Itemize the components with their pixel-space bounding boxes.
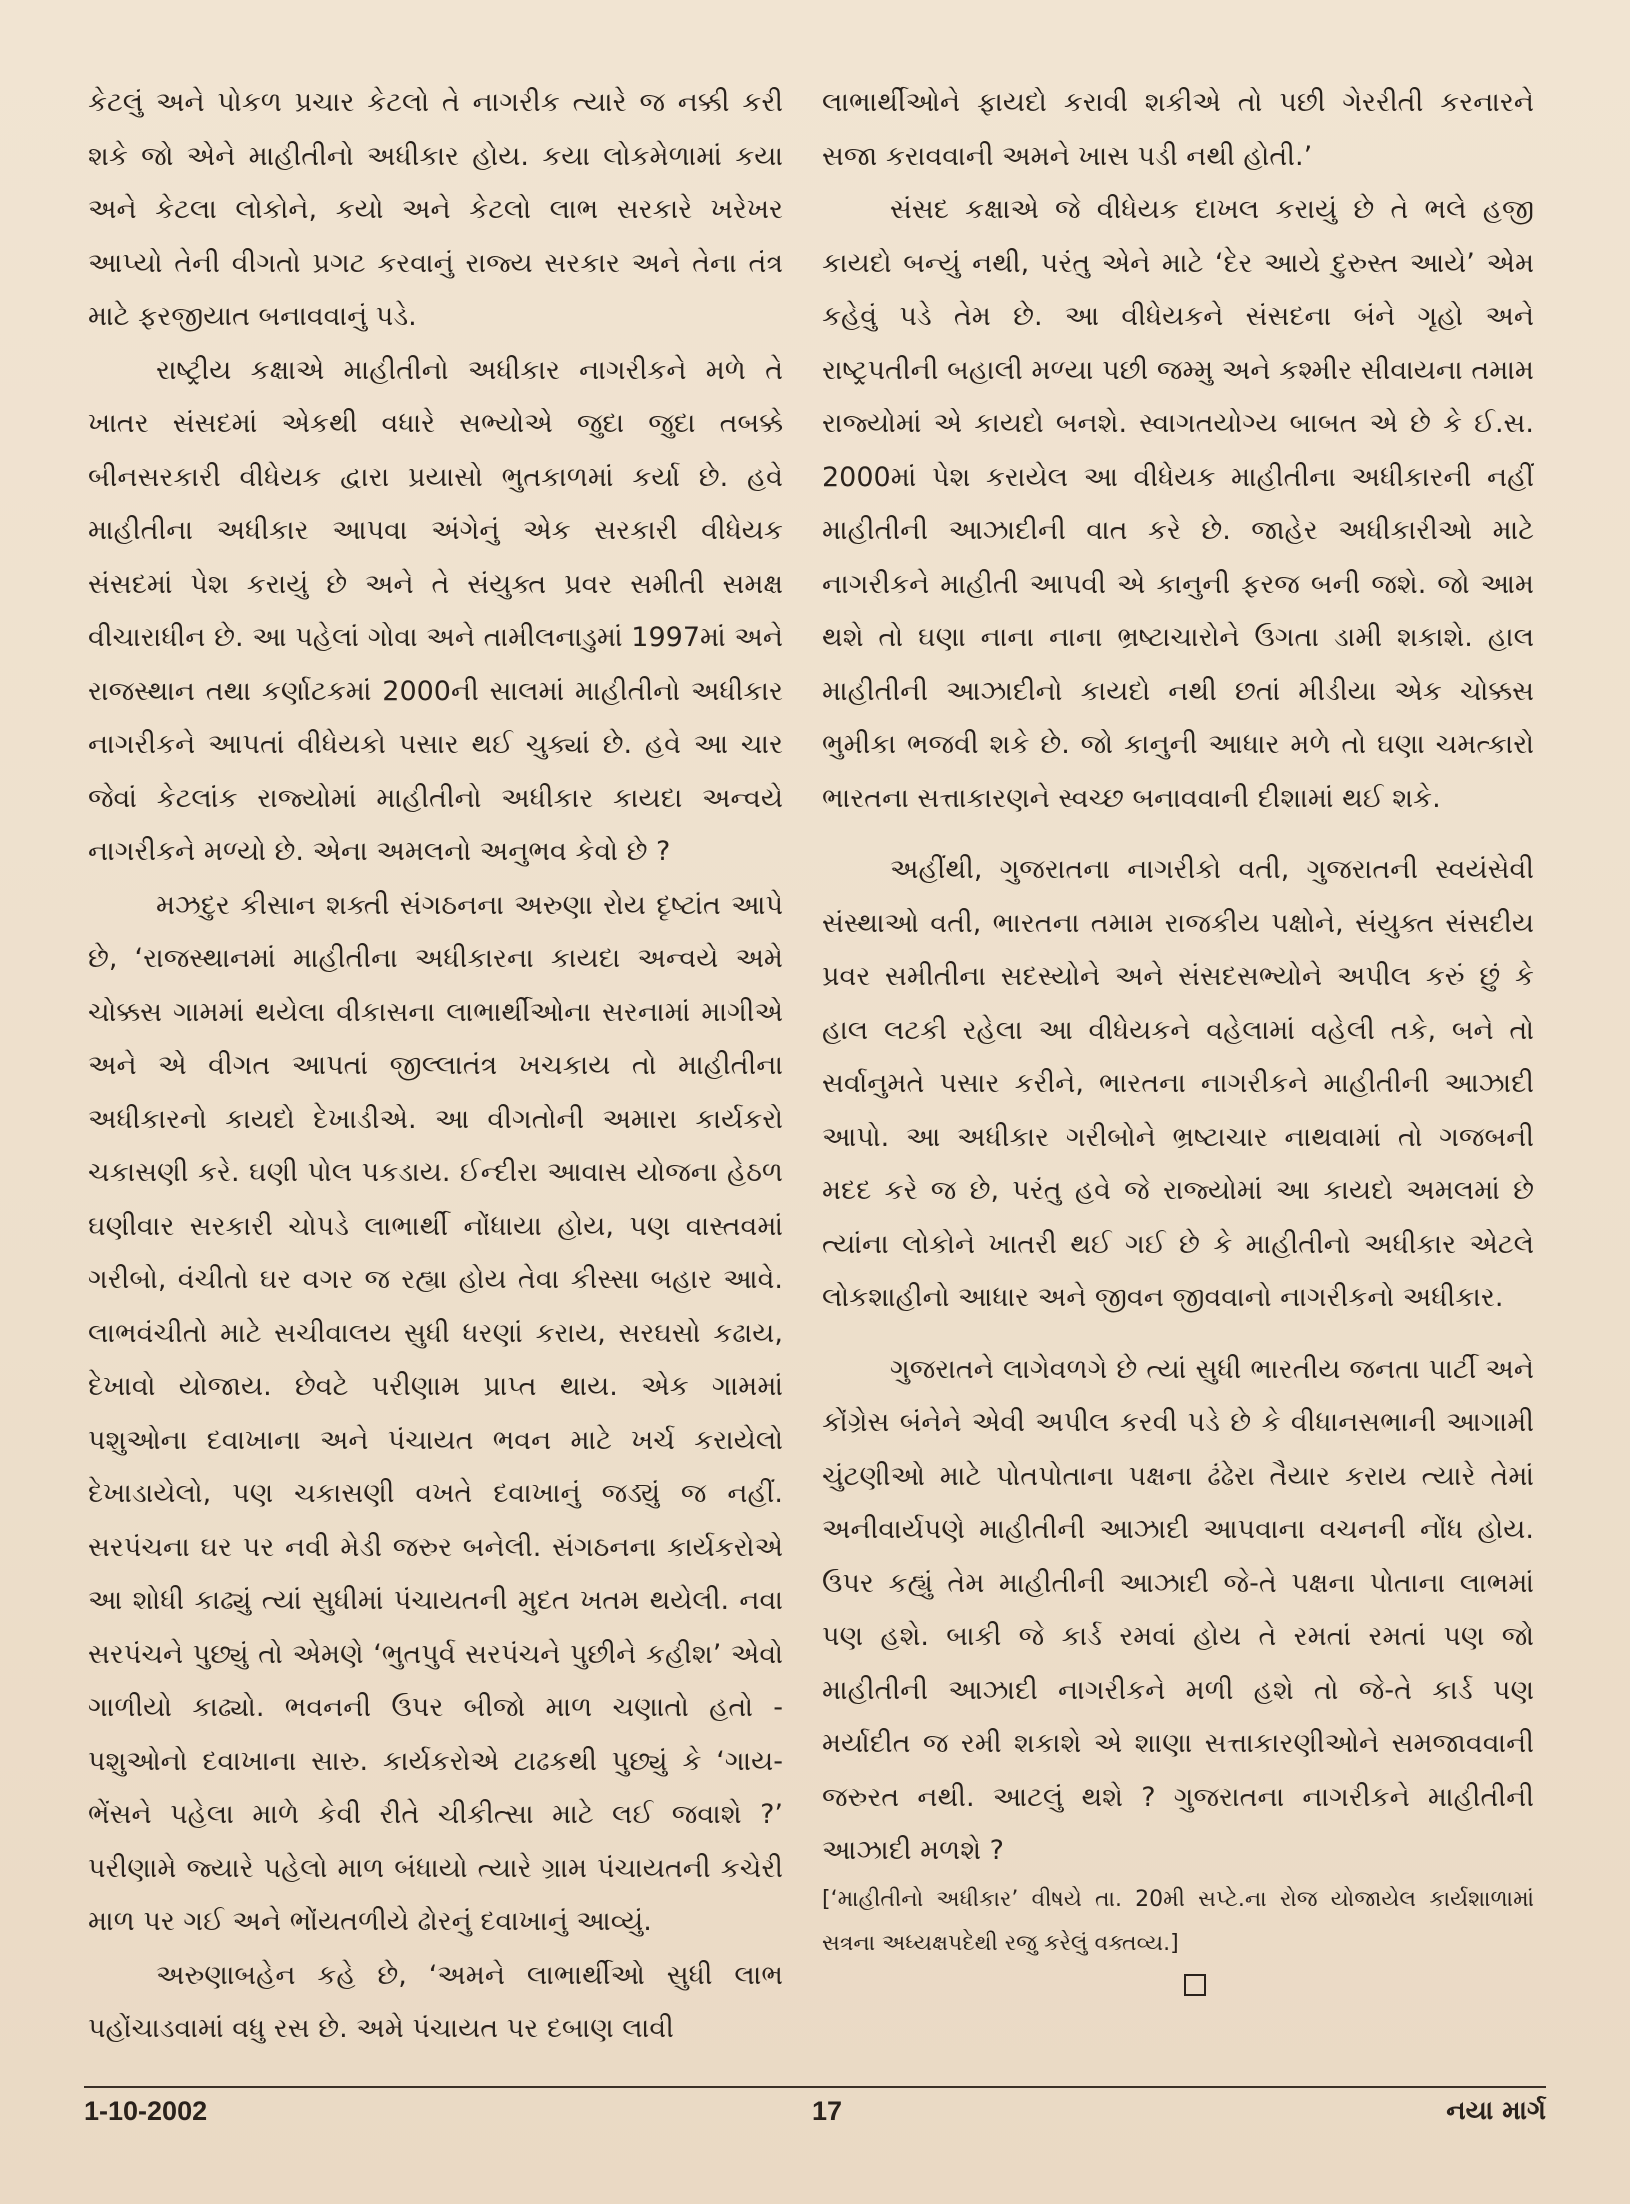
magazine-name: નયા માર્ગ (1446, 2096, 1546, 2126)
end-of-article-square-icon (1184, 1974, 1206, 1996)
paragraph: ગુજરાતને લાગેવળગે છે ત્યાં સુધી ભારતીય જનતા પાર્ટી અને કોંગ્રેસ બંનેને એવી અપીલ કરવી પડે છે કે વીધાનસભાની આગામી ચુંટણીઓ માટે પોતપોતાના પક્ષના ઢંઢેરા તૈયાર કરાય ત્યારે તેમાં અનીવાર્યપણે માહીતીની આઝાદી આપવાના વચનની નોંધ હોય. ઉપર કહ્યું તેમ માહીતીની આઝાદી જે-તે પક્ષના પોતાના લાભમાં પણ હશે. બાકી જે કાર્ડ રમવાં હોય તે રમતાં રમતાં પણ જો માહીતીની આઝાદી નાગરીકને મળી હશે તો જે-તે કાર્ડ પણ મર્યાદીત જ રમી શકાશે એ શાણા સત્તાકારણીઓને સમજાવવાની જરુરત નથી. આટલું થશે ? ગુજરાતના નાગરીકને માહીતીની આઝાદી મળશે ? (822, 1353, 1534, 1866)
page-footer (84, 2096, 1546, 2136)
editor-note: [‘માહીતીનો અધીકાર’ વીષયે તા. 20મી સપ્ટે.ના રોજ યોજાયેલ કાર્યશાળામાં સત્રના અધ્યક્ષપદેથી રજુ કરેલું વક્તવ્ય.] (822, 1886, 1534, 1956)
paragraph: અહીંથી, ગુજરાતના નાગરીકો વતી, ગુજરાતની સ્વયંસેવી સંસ્થાઓ વતી, ભારતના તમામ રાજકીય પક્ષોને, સંયુક્ત સંસદીય પ્રવર સમીતીના સદસ્યોને અને સંસદસભ્યોને અપીલ કરું છું કે હાલ લટકી રહેલા આ વીધેયકને વહેલામાં વહેલી તકે, બને તો સર્વાનુમતે પસાર કરીને, ભારતના નાગરીકને માહીતીની આઝાદી આપો. આ અધીકાર ગરીબોને ભ્રષ્ટાચાર નાથવામાં તો ગજબની મદદ કરે જ છે, પરંતુ હવે જે રાજ્યોમાં આ કાયદો અમલમાં છે ત્યાંના લોકોને ખાતરી થઈ ગઈ છે કે માહીતીનો અધીકાર એટલે લોકશાહીનો આધાર અને જીવન જીવવાનો નાગરીકનો અધીકાર. (822, 854, 1534, 1313)
paragraph: સંસદ કક્ષાએ જે વીધેયક દાખલ કરાયું છે તે ભલે હજી કાયદો બન્યું નથી, પરંતુ એને માટે ‘દેર આયે દુરુસ્ત આયે’ એમ કહેવું પડે તેમ છે. આ વીધેયકને સંસદના બંને ગૃહો અને રાષ્ટ્રપતીની બહાલી મળ્યા પછી જમ્મુ અને કશ્મીર સીવાયના તમામ રાજ્યોમાં એ કાયદો બનશે. સ્વાગતયોગ્ય બાબત એ છે કે ઈ.સ. 2000માં પેશ કરાયેલ આ વીધેયક માહીતીના અધીકારની નહીં માહીતીની આઝાદીની વાત કરે છે. જાહેર અધીકારીઓ માટે નાગરીકને માહીતી આપવી એ કાનુની ફરજ બની જશે. જો આમ થશે તો ઘણા નાના નાના ભ્રષ્ટાચારોને ઉગતા ડામી શકાશે. હાલ માહીતીની આઝાદીનો કાયદો નથી છતાં મીડીયા એક ચોક્કસ ભુમીકા ભજવી શકે છે. જો કાનુની આધાર મળે તો ઘણા ચમત્કારો ભારતના સત્તાકારણને સ્વચ્છ બનાવવાની દીશામાં થઈ શકે. (822, 194, 1534, 814)
right-column (822, 76, 1534, 1996)
paragraph: મઝદુર કીસાન શક્તી સંગઠનના અરુણા રોય દૃષ્ટાંત આપે છે, ‘રાજસ્થાનમાં માહીતીના અધીકારના કાયદા અન્વયે અમે ચોક્કસ ગામમાં થયેલા વીકાસના લાભાર્થીઓના સરનામાં માગીએ અને એ વીગત આપતાં જીલ્લાતંત્ર ખચકાય તો માહીતીના અધીકારનો કાયદો દેખાડીએ. આ વીગતોની અમારા કાર્યકરો ચકાસણી કરે. ઘણી પોલ પકડાય. ઈન્દીરા આવાસ યોજના હેઠળ ઘણીવાર સરકારી ચોપડે લાભાર્થી નોંધાયા હોય, પણ વાસ્તવમાં ગરીબો, વંચીતો ઘર વગર જ રહ્યા હોય તેવા કીસ્સા બહાર આવે. લાભવંચીતો માટે સચીવાલય સુધી ધરણાં કરાય, સરઘસો કઢાય, દેખાવો યોજાય. છેવટે પરીણામ પ્રાપ્ત થાય. એક ગામમાં પશુઓના દવાખાના અને પંચાયત ભવન માટે ખર્ચ કરાયેલો દેખાડાયેલો, પણ ચકાસણી વખતે દવાખાનું જડ્યું જ નહીં. સરપંચના ઘર પર નવી મેડી જરુર બનેલી. સંગઠનના કાર્યકરોએ આ શોધી કાઢ્યું ત્યાં સુધીમાં પંચાયતની મુદત ખતમ થયેલી. નવા સરપંચને પુછ્યું તો એમણે ‘ભુતપુર્વ સરપંચને પુછીને કહીશ’ એવો ગાળીયો કાઢ્યો. ભવનની ઉપર બીજો માળ ચણાતો હતો - પશુઓનો દવાખાના સારુ. કાર્યકરોએ ટાઢકથી પુછ્યું કે ‘ગાય-ભેંસને પહેલા માળે કેવી રીતે ચીકીત્સા માટે લઈ જવાશે ?’ પરીણામે જ્યારે પહેલો માળ બંધાયો ત્યારે ગ્રામ પંચાયતની કચેરી માળ પર ગઈ અને ભોંયતળીયે ઢોરનું દવાખાનું આવ્યું. (88, 889, 783, 1937)
issue-date: 1-10-2002 (84, 2096, 208, 2126)
paragraph: અરુણાબહેન કહે છે, ‘અમને લાભાર્થીઓ સુધી લાભ પહોંચાડવામાં વધુ રસ છે. અમે પંચાયત પર દબાણ લાવી (88, 1959, 783, 2044)
left-column (88, 76, 783, 2056)
paragraph: રાષ્ટ્રીય કક્ષાએ માહીતીનો અધીકાર નાગરીકને મળે તે ખાતર સંસદમાં એકથી વધારે સભ્યોએ જુદા જુદા તબક્કે બીનસરકારી વીધેયક દ્વારા પ્રયાસો ભુતકાળમાં કર્યા છે. હવે માહીતીના અધીકાર આપવા અંગેનું એક સરકારી વીધેયક સંસદમાં પેશ કરાયું છે અને તે સંયુક્ત પ્રવર સમીતી સમક્ષ વીચારાધીન છે. આ પહેલાં ગોવા અને તામીલનાડુમાં 1997માં અને રાજસ્થાન તથા કર્ણાટકમાં 2000ની સાલમાં માહીતીનો અધીકાર નાગરીકને આપતાં વીધેયકો પસાર થઈ ચુક્યાં છે. હવે આ ચાર જેવાં કેટલાંક રાજ્યોમાં માહીતીનો અધીકાર કાયદા અન્વયે નાગરીકને મળ્યો છે. એના અમલનો અનુભવ કેવો છે ? (88, 354, 783, 867)
paragraph: કેટલું અને પોકળ પ્રચાર કેટલો તે નાગરીક ત્યારે જ નક્કી કરી શકે જો એને માહીતીનો અધીકાર હોય. કયા લોકમેળામાં કયા અને કેટલા લોકોને, કયો અને કેટલો લાભ સરકારે ખરેખર આપ્યો તેની વીગતો પ્રગટ કરવાનું રાજ્ય સરકાર અને તેના તંત્ર માટે ફરજીયાત બનાવવાનું પડે. (88, 87, 783, 332)
paragraph: લાભાર્થીઓને ફાયદો કરાવી શકીએ તો પછી ગેરરીતી કરનારને સજા કરાવવાની અમને ખાસ પડી નથી હોતી.’ (822, 87, 1534, 172)
footer-divider (84, 2086, 1546, 2088)
page-number: 17 (812, 2096, 843, 2126)
